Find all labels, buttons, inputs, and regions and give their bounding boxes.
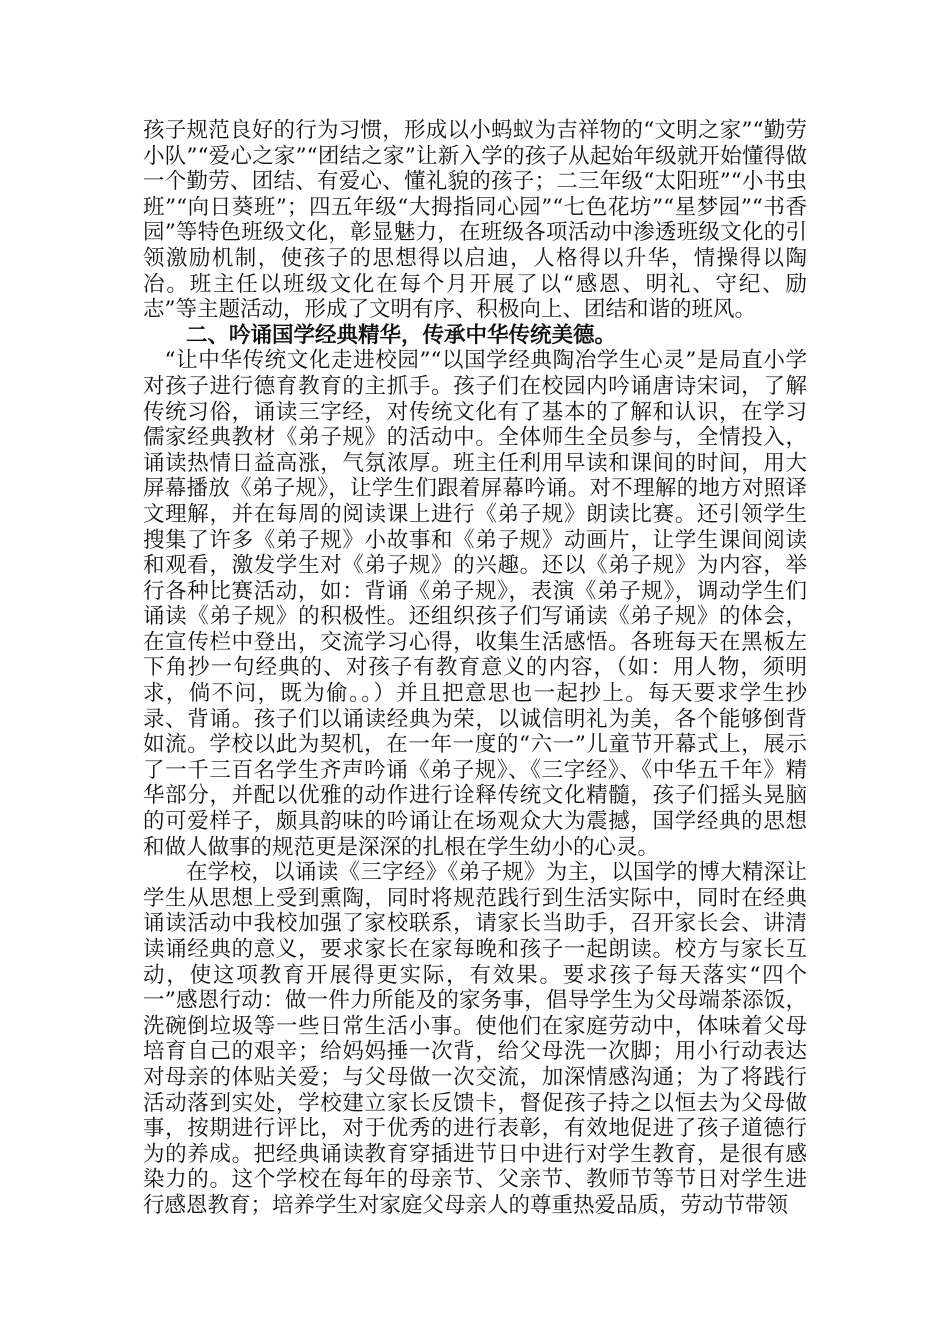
paragraph-classics-recitation: “让中华传统文化走进校园”“以国学经典陶冶学生心灵”是局直小学对孩子进行德育教育的主抓手。孩子们在校园内吟诵唐诗宋词，了解传统习俗，诵读三字经，对传统文化有了基本的了解和认识，在学习儒家经典教材《弟子规》的活动中。全体师生全员参与，全情投入，诵读热情日益高涨，气氛浓厚。班主任利用早读和课间的时间，用大屏幕播放《弟子规》，让学生们跟着屏幕吟诵。对不理解的地方对照译文理解，并在每周的阅读课上进行《弟子规》朗读比赛。还引领学生搜集了许多《弟子规》小故事和《弟子规》动画片，让学生课间阅读和观看，激发学生对《弟子规》的兴趣。还以《弟子规》为内容，举行各种比赛活动，如：背诵《弟子规》，表演《弟子规》，调动学生们诵读《弟子规》的积极性。还组织孩子们写诵读《弟子规》的体会，在宣传栏中登出，交流学习心得，收集生活感悟。各班每天在黑板左下角抄一句经典的、对孩子有教育意义的内容，（如：用人物，须明求，倘不问，既为偷。。）并且把意思也一起抄上。每天要求学生抄录、背诵。孩子们以诵读经典为荣，以诚信明礼为美，各个能够倒背如流。学校以此为契机，在一年一度的“六一”儿童节开幕式上，展示了一千三百名学生齐声吟诵《弟子规》、《三字经》、《中华五千年》精华部分，并配以优雅的动作进行诠释传统文化精髓，孩子们摇头晃脑的可爱样子，颇具韵味的吟诵让在场观众大为震撼，国学经典的思想和做人做事的规范更是深深的扎根在学生幼小的心灵。	[143, 348, 807, 860]
section-heading-2: 二、吟诵国学经典精华，传承中华传统美德。	[186, 322, 617, 348]
paragraph-home-school: 在学校，以诵读《三字经》《弟子规》为主，以国学的博大精深让学生从思想上受到熏陶，同时将规范践行到生活实际中，同时在经典诵读活动中我校加强了家校联系，请家长当助手，召开家长会、讲清读诵经典的意义，要求家长在家每晚和孩子一起朗读。校方与家长互动，使这项教育开展得更实际，有效果。要求孩子每天落实“四个一”感恩行动：做一件力所能及的家务事，倡导学生为父母端茶添饭，洗碗倒垃圾等一些日常生活小事。使他们在家庭劳动中，体味着父母培育自己的艰辛；给妈妈捶一次背，给父母洗一次脚；用小行动表达对母亲的体贴关爱；与父母做一次交流，加深情感沟通；为了将践行活动落到实处，学校建立家长反馈卡，督促孩子持之以恒去为父母做事，按期进行评比，对于优秀的进行表彰，有效地促进了孩子道德行为的养成。把经典诵读教育穿插进节日中进行对学生教育，是很有感染力的。这个学校在每年的母亲节、父亲节、教师节等节日对学生进行感恩教育；培养学生对家庭父母亲人的尊重热爱品质，劳动节带领	[143, 860, 807, 1218]
paragraph-class-culture: 孩子规范良好的行为习惯，形成以小蚂蚁为吉祥物的“文明之家”“勤劳小队”“爱心之家”“团结之家”让新入学的孩子从起始年级就开始懂得做一个勤劳、团结、有爱心、懂礼貌的孩子；二三年级“太阳班”“小书虫班”“向日葵班”；四五年级“大拇指同心园”“七色花坊”“星梦园”“书香园”等特色班级文化，彰显魅力，在班级各项活动中渗透班级文化的引领激励机制，使孩子的思想得以启迪，人格得以升华，情操得以陶冶。班主任以班级文化在每个月开展了以“感恩、明礼、守纪、励志”等主题活动，形成了文明有序、积极向上、团结和谐的班风。	[143, 118, 807, 323]
document-page	[143, 118, 807, 1219]
